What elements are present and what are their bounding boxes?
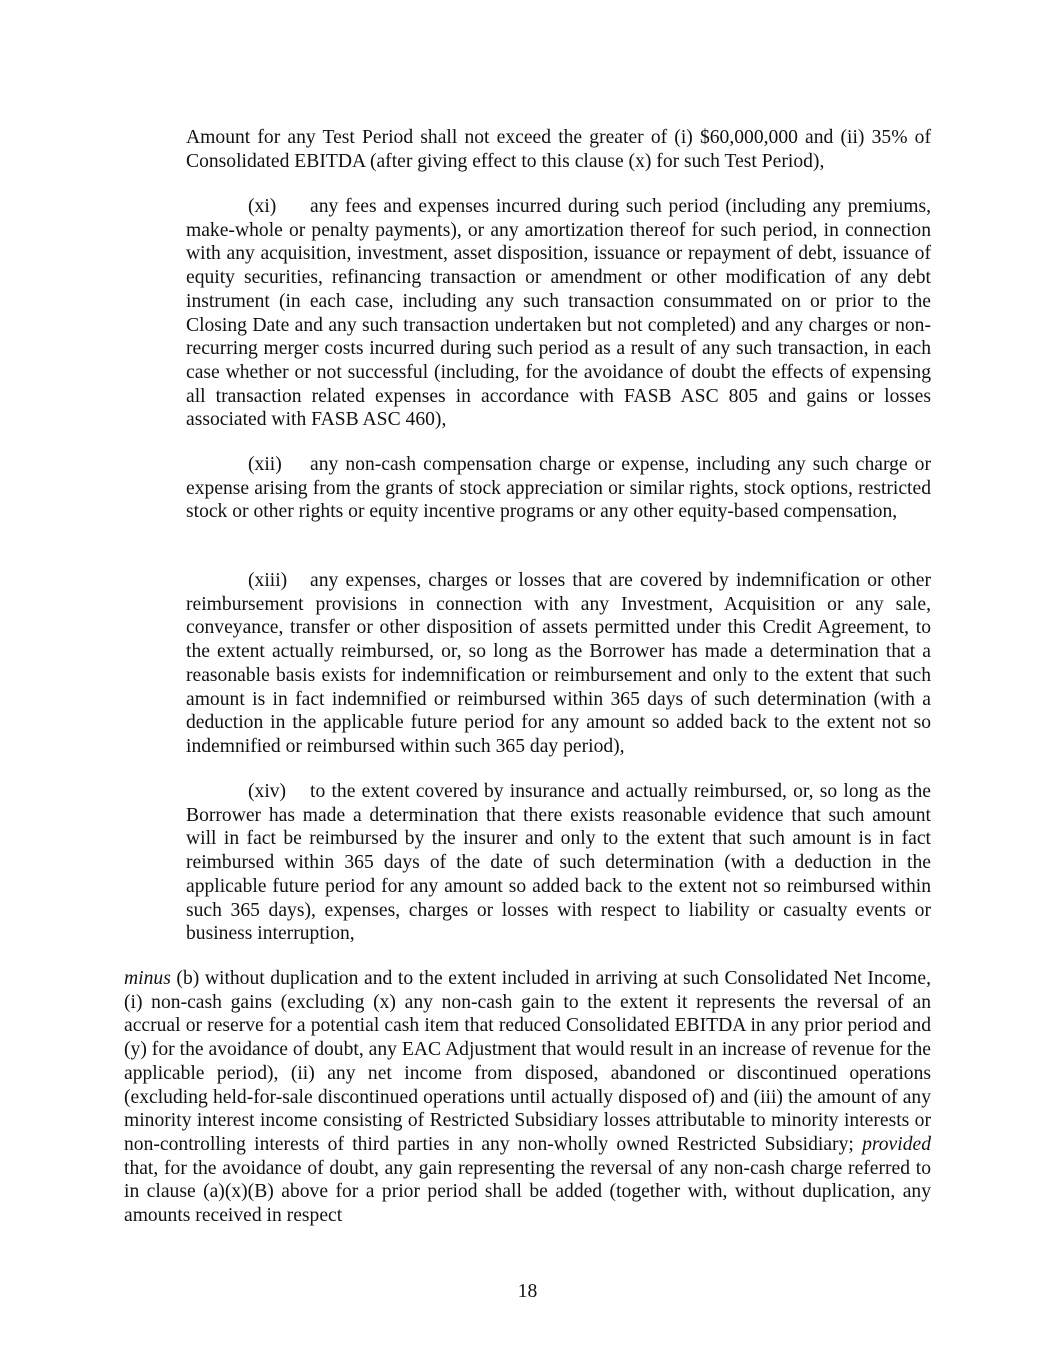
- page-number: 18: [517, 1281, 538, 1302]
- paragraph-text-part-2: that, for the avoidance of doubt, any gain representing the reversal of any non-cash charge referred to in clause (a)(x)(B) above for a prior period shall be added (together with, without duplication, any amounts received in respect: [124, 1157, 931, 1227]
- clause-number: (xiv): [248, 781, 287, 802]
- clause-number: (xi): [248, 196, 277, 217]
- clause-text: any fees and expenses incurred during such period (including any premiums, make-whole or penalty payments), or any amortization thereof for such period, in connection with any acquisition, investment, asset disposition, issuance or repayment of debt, issuance of equity securities, refinancing transaction or amendment or other modification of any debt instrument (in each case, including any such transaction consummated on or prior to the Closing Date and any such transaction undertaken but not completed) and any charges or non-recurring merger costs incurred during such period as a result of any such transaction, in each case whether or not successful (including, for the avoidance of doubt the effects of expensing all transaction related expenses in accordance with FASB ASC 805 and gains or losses associated with FASB ASC 460),: [186, 196, 931, 431]
- clause-text: any expenses, charges or losses that are covered by indemnification or other reimbursement provisions in connection with any Investment, Acquisition or any sale, conveyance, transfer or other disposition of assets permitted under this Credit Agreement, to the extent actually reimbursed, or, so long as the Borrower has made a determination that a reasonable basis exists for indemnification or reimbursement and only to the extent that such amount is in fact indemnified or reimbursed within 365 days of such determination (with a deduction in the applicable future period for any amount so added back to the extent not so indemnified or reimbursed within such 365 day period),: [186, 570, 931, 757]
- clause-number: (xiii): [248, 570, 288, 591]
- clause-text: to the extent covered by insurance and actually reimbursed, or, so long as the Borrower has made a determination that there exists reasonable evidence that such amount will in fact be reimbursed by the insurer and only to the extent that such amount is in fact reimbursed within 365 days of the date of such determination (with a deduction in the applicable future period for any amount so added back to the extent not so reimbursed within such 365 days), expenses, charges or losses with respect to liability or casualty events or business interruption,: [186, 781, 931, 945]
- clause-xii: [186, 453, 931, 524]
- paragraph-text-part-1: (b) without duplication and to the extent included in arriving at such Consolidated Net Income, (i) non-cash gains (excluding (x) any non-cash gain to the extent it represents the reversal of an accrual or reserve for a potential cash item that reduced Consolidated EBITDA in any prior period and (y) for the avoidance of doubt, any EAC Adjustment that would result in an increase of revenue for the applicable period), (ii) any net income from disposed, abandoned or discontinued operations (excluding held-for-sale discontinued operations until actually disposed of) and (iii) the amount of any minority interest income consisting of Restricted Subsidiary losses attributable to minority interests or non-controlling interests of third parties in any non-wholly owned Restricted Subsidiary;: [124, 968, 931, 1155]
- clause-xiv: [186, 780, 931, 946]
- clause-xi: [186, 195, 931, 432]
- paragraph-text: Amount for any Test Period shall not exceed the greater of (i) $60,000,000 and (ii) 35% of Consolidated EBITDA (after giving effect to this clause (x) for such Test Period),: [186, 127, 931, 172]
- italic-term-provided: provided: [862, 1133, 931, 1155]
- italic-term-minus: minus: [124, 968, 171, 989]
- clause-xiii: [186, 569, 931, 759]
- paragraph-minus: [124, 967, 931, 1228]
- clause-number: (xii): [248, 454, 282, 475]
- clause-text: any non-cash compensation charge or expense, including any such charge or expense arising from the grants of stock appreciation or similar rights, stock options, restricted stock or other rights or equity incentive programs or any other equity-based compensation,: [186, 454, 931, 523]
- paragraph-continuation: [186, 126, 931, 173]
